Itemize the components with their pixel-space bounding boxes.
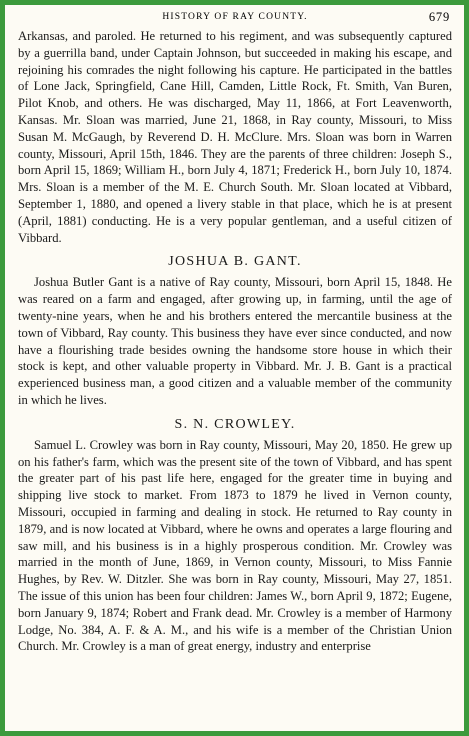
- running-header: [18, 10, 452, 26]
- sloan-continued-paragraph: Arkansas, and paroled. He returned to his regiment, and was subsequently captured by a guerrilla band, under Captain Johnson, but succeeded in making his escape, and rejoining his comrades the night following his capture. He participated in the battles of Lone Jack, Springfield, Cane Hill, Camden, Little Rock, Ft. Smith, Van Buren, Pilot Knob, and others. He was discharged, May 11, 1866, at Fort Leavenworth, Kansas. Mr. Sloan was married, June 21, 1868, in Ray county, Missouri, to Miss Susan M. McGaugh, by Reverend D. H. McClure. Mrs. Sloan was born in Warren county, Missouri, April 15th, 1846. They are the parents of three children: Joseph S., born April 15, 1869; William H., born July 4, 1871; Frederick H., born July 10, 1874. Mrs. Sloan is a member of the M. E. Church South. Mr. Sloan located at Vibbard, September 1, 1880, and opened a livery stable in that place, which he is at present (April, 1881) conducting. He is a very popular gentleman, and a useful citizen of Vibbard.: [18, 29, 452, 245]
- running-title: HISTORY OF RAY COUNTY.: [162, 12, 308, 22]
- page-number: 679: [428, 10, 450, 24]
- crowley-heading: S. N. CROWLEY.: [174, 416, 296, 432]
- gant-paragraph: Joshua Butler Gant is a native of Ray county, Missouri, born April 15, 1848. He was reared on a farm and engaged, after growing up, in farming, until the age of twenty-nine years, when he and his brothers entered the mercantile business at the town of Vibbard, Ray county. This business they have ever since conducted, and now have a flourishing trade besides owning the handsome store house in which their stock is kept, and other valuable property in Vibbard. Mr. J. B. Gant is a practical experienced business man, a good citizen and a valuable member of the community in which he lives.: [18, 275, 452, 407]
- crowley-paragraph: Samuel L. Crowley was born in Ray county, Missouri, May 20, 1850. He grew up on his father's farm, which was the present site of the town of Vibbard, and has spent the greater part of his past life here, engaged for the greater time in buying and shipping live stock to market. From 1873 to 1879 he lived in Vernon county, Missouri, occupied in farming and dealing in stock. He returned to Ray county in 1879, and is now located at Vibbard, where he owns and operates a large flouring and saw mill, and his business is in a highly prosperous condition. Mr. Crowley was married in the month of June, 1869, in Vernon county, Missouri, to Miss Fannie Hughes, by Rev. W. Ditzler. She was born in Ray county, Missouri, May 27, 1851. The issue of this union has been four children: James W., born April 9, 1872; Eugene, born January 9, 1874; Robert and Frank dead. Mr. Crowley is a member of Harmony Lodge, No. 384, A. F. & A. M., and his wife is a member of the Christian Union Church. Mr. Crowley is a man of great energy, industry and enterprise: [18, 437, 452, 654]
- page-body: [18, 28, 452, 655]
- gant-heading: JOSHUA B. GANT.: [168, 254, 302, 270]
